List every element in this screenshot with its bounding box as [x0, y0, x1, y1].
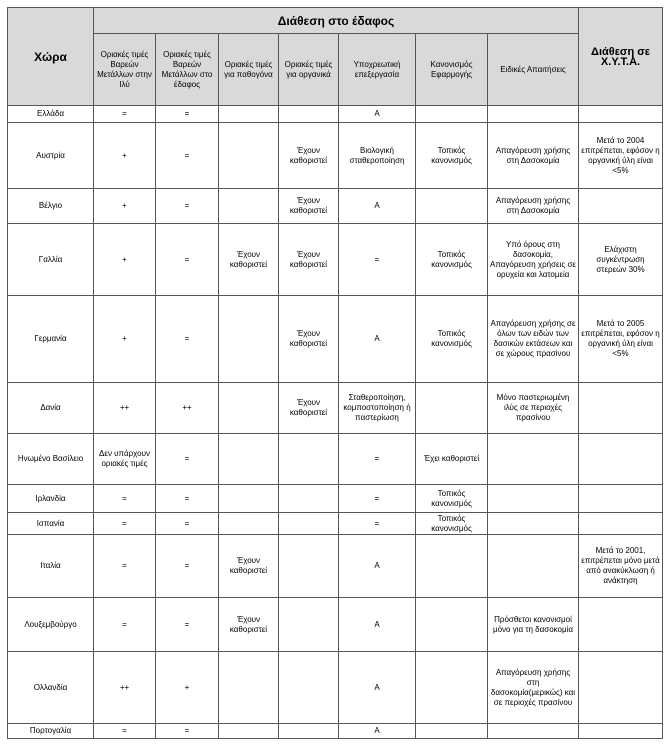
regulation-cell: [416, 189, 488, 224]
sludge-disposal-table: [7, 7, 663, 739]
organics-cell: Έχουν καθοριστεί: [279, 383, 339, 434]
soil-metals-cell: =: [156, 598, 219, 652]
pathogens-cell: [219, 485, 279, 513]
pathogens-cell: Έχουν καθοριστεί: [219, 535, 279, 598]
pathogens-cell: [219, 652, 279, 724]
organics-cell: [279, 106, 339, 123]
special-cell: Υπό όρους στη δασοκομία, Απαγόρευση χρήσεις σε ορυχεία και λατομεία: [488, 224, 579, 296]
regulation-cell: [416, 383, 488, 434]
landfill-cell: [579, 485, 663, 513]
sludge-metals-cell: =: [94, 513, 156, 535]
soil-metals-cell: =: [156, 123, 219, 189]
special-cell: Μόνο παστεριωμένη ιλύς σε περιοχές πρασίνου: [488, 383, 579, 434]
sludge-metals-cell: =: [94, 535, 156, 598]
landfill-cell: [579, 598, 663, 652]
organics-cell: Έχουν καθοριστεί: [279, 224, 339, 296]
organics-cell: [279, 513, 339, 535]
landfill-cell: [579, 434, 663, 485]
table-row: [8, 652, 663, 724]
header-col-special: Ειδικές Απαιτήσεις: [488, 34, 579, 106]
treatment-cell: A: [339, 189, 416, 224]
table-row: [8, 513, 663, 535]
special-cell: Πρόσθετοι κανονισμοί μόνο για τη δασοκομία: [488, 598, 579, 652]
special-cell: [488, 434, 579, 485]
country-cell: Γαλλία: [8, 224, 94, 296]
table-row: [8, 189, 663, 224]
country-cell: Ηνωμένο Βασίλειο: [8, 434, 94, 485]
special-cell: Απαγόρευση χρήσης στη Δασοκομία: [488, 189, 579, 224]
landfill-cell: [579, 106, 663, 123]
country-cell: Ολλανδία: [8, 652, 94, 724]
country-cell: Ιταλία: [8, 535, 94, 598]
regulation-cell: [416, 652, 488, 724]
country-cell: Βέλγιο: [8, 189, 94, 224]
regulation-cell: Τοπικός κανονισμός: [416, 123, 488, 189]
table-row: [8, 106, 663, 123]
soil-metals-cell: =: [156, 513, 219, 535]
regulation-cell: Τοπικός κανονισμός: [416, 224, 488, 296]
sludge-metals-cell: =: [94, 106, 156, 123]
pathogens-cell: [219, 189, 279, 224]
organics-cell: [279, 724, 339, 739]
landfill-cell: Μετά το 2001, επιτρέπεται μόνο μετά από ανακύκλωση ή ανάκτηση: [579, 535, 663, 598]
regulation-cell: Τοπικός κανονισμός: [416, 296, 488, 383]
treatment-cell: =: [339, 513, 416, 535]
header-col-sludge-metals: Οριακές τιμές Βαρεών Μετάλλων στην Ιλύ: [94, 34, 156, 106]
country-cell: Δανία: [8, 383, 94, 434]
pathogens-cell: [219, 123, 279, 189]
soil-metals-cell: =: [156, 224, 219, 296]
table-row: [8, 485, 663, 513]
country-cell: Πορτογαλία: [8, 724, 94, 739]
header-landfill-disposal: Διάθεση σε Χ.Υ.Τ.Α.: [579, 8, 663, 106]
treatment-cell: =: [339, 434, 416, 485]
sludge-metals-cell: +: [94, 224, 156, 296]
regulation-cell: [416, 724, 488, 739]
organics-cell: [279, 598, 339, 652]
landfill-cell: Μετά το 2004 επιτρέπεται, εφόσον η οργανική ύλη είναι <5%: [579, 123, 663, 189]
treatment-cell: Σταθεροποίηση, κομποστοποίηση ή παστερίωση: [339, 383, 416, 434]
treatment-cell: A: [339, 296, 416, 383]
regulation-cell: [416, 598, 488, 652]
pathogens-cell: Έχουν καθοριστεί: [219, 224, 279, 296]
regulation-cell: [416, 106, 488, 123]
treatment-cell: Βιολογική σταθεροποίηση: [339, 123, 416, 189]
landfill-cell: Ελάχιστη συγκέντρωση στερεών 30%: [579, 224, 663, 296]
organics-cell: [279, 652, 339, 724]
soil-metals-cell: =: [156, 434, 219, 485]
country-cell: Λουξεμβούργο: [8, 598, 94, 652]
sludge-metals-cell: =: [94, 598, 156, 652]
pathogens-cell: [219, 724, 279, 739]
sludge-metals-cell: +: [94, 123, 156, 189]
special-cell: [488, 724, 579, 739]
sludge-metals-cell: =: [94, 485, 156, 513]
soil-metals-cell: +: [156, 652, 219, 724]
table-row: [8, 296, 663, 383]
table-row: [8, 724, 663, 739]
special-cell: [488, 535, 579, 598]
country-cell: Ισπανία: [8, 513, 94, 535]
header-col-pathogens: Οριακές τιμές για παθογόνα: [219, 34, 279, 106]
table-row: [8, 224, 663, 296]
special-cell: [488, 513, 579, 535]
soil-metals-cell: ++: [156, 383, 219, 434]
landfill-cell: [579, 724, 663, 739]
regulation-cell: Τοπικός κανονισμός: [416, 485, 488, 513]
pathogens-cell: [219, 434, 279, 485]
country-cell: Αυστρία: [8, 123, 94, 189]
sludge-metals-cell: ++: [94, 383, 156, 434]
treatment-cell: A: [339, 598, 416, 652]
treatment-cell: =: [339, 224, 416, 296]
treatment-cell: =: [339, 485, 416, 513]
soil-metals-cell: =: [156, 189, 219, 224]
special-cell: Απαγόρευση χρήσης στη δασοκομία(μερικώς) και σε περιοχές πρασίνου: [488, 652, 579, 724]
table-row: [8, 383, 663, 434]
header-col-organics: Οριακές τιμές για οργανικά: [279, 34, 339, 106]
table-row: [8, 535, 663, 598]
pathogens-cell: [219, 383, 279, 434]
header-col-treatment: Υποχρεωτική επεξεργασία: [339, 34, 416, 106]
landfill-cell: Μετά το 2005 επιτρέπεται, εφόσον η οργανική ύλη είναι <5%: [579, 296, 663, 383]
soil-metals-cell: =: [156, 724, 219, 739]
special-cell: Απαγόρευση χρήσης στη Δασοκομία: [488, 123, 579, 189]
soil-metals-cell: =: [156, 485, 219, 513]
landfill-cell: [579, 513, 663, 535]
landfill-cell: [579, 383, 663, 434]
table-row: [8, 434, 663, 485]
sludge-metals-cell: Δεν υπάρχουν οριακές τιμές: [94, 434, 156, 485]
soil-metals-cell: =: [156, 535, 219, 598]
table-row: [8, 123, 663, 189]
organics-cell: Έχουν καθοριστεί: [279, 296, 339, 383]
header-country: Χώρα: [8, 8, 94, 106]
special-cell: [488, 485, 579, 513]
organics-cell: [279, 434, 339, 485]
country-cell: Ιρλανδία: [8, 485, 94, 513]
sludge-metals-cell: ++: [94, 652, 156, 724]
header-col-regulation: Κανονισμός Εφαρμογής: [416, 34, 488, 106]
soil-metals-cell: =: [156, 106, 219, 123]
country-cell: Γερμανία: [8, 296, 94, 383]
pathogens-cell: [219, 106, 279, 123]
header-soil-disposal: Διάθεση στο έδαφος: [94, 8, 579, 34]
pathogens-cell: Έχουν καθοριστεί: [219, 598, 279, 652]
table-row: [8, 598, 663, 652]
organics-cell: [279, 535, 339, 598]
treatment-cell: A: [339, 106, 416, 123]
soil-metals-cell: =: [156, 296, 219, 383]
sludge-metals-cell: +: [94, 296, 156, 383]
organics-cell: [279, 485, 339, 513]
organics-cell: Έχουν καθοριστεί: [279, 123, 339, 189]
special-cell: Απαγόρευση χρήσης σε όλων των ειδών των δασικών εκτάσεων και σε χώρους πρασίνου: [488, 296, 579, 383]
treatment-cell: A: [339, 724, 416, 739]
pathogens-cell: [219, 296, 279, 383]
sludge-metals-cell: +: [94, 189, 156, 224]
treatment-cell: A: [339, 652, 416, 724]
special-cell: [488, 106, 579, 123]
regulation-cell: Έχει καθοριστεί: [416, 434, 488, 485]
sludge-metals-cell: =: [94, 724, 156, 739]
landfill-cell: [579, 652, 663, 724]
header-col-soil-metals: Οριακές τιμές Βαρεών Μετάλλων στο έδαφος: [156, 34, 219, 106]
landfill-cell: [579, 189, 663, 224]
country-cell: Ελλάδα: [8, 106, 94, 123]
regulation-cell: Τοπικός κανονισμός: [416, 513, 488, 535]
organics-cell: Έχουν καθοριστεί: [279, 189, 339, 224]
treatment-cell: A: [339, 535, 416, 598]
pathogens-cell: [219, 513, 279, 535]
regulation-cell: [416, 535, 488, 598]
